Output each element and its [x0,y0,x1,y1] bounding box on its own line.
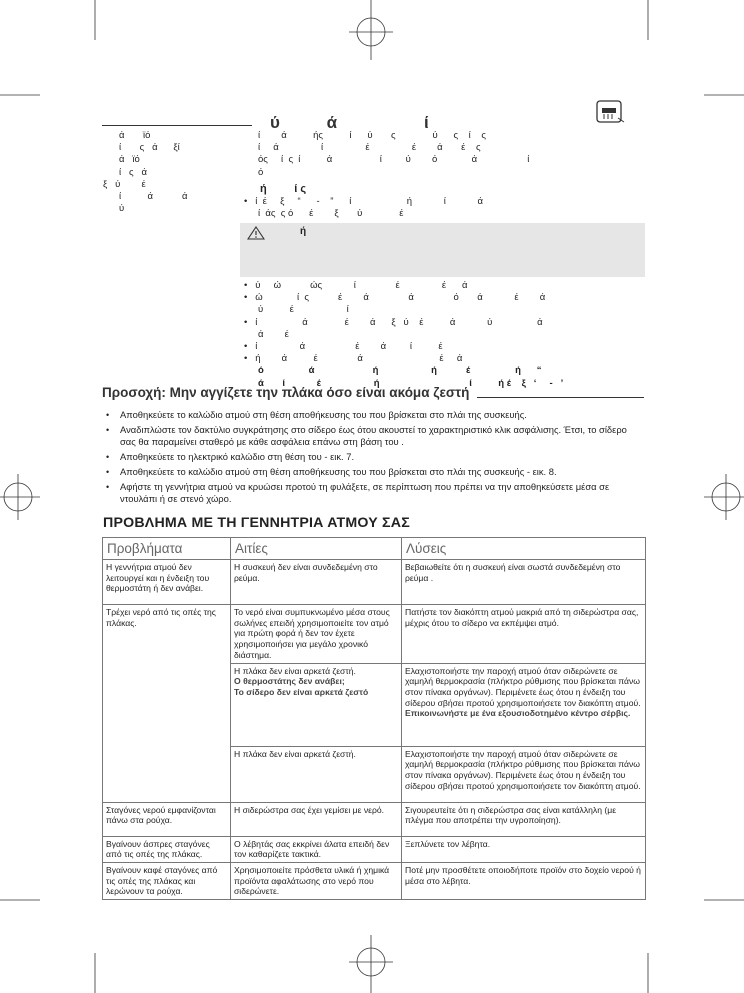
solution-cell: Πατήστε τον διακόπτη ατμού μακριά από τη σιδερώστρα σας, μέχρις ότου το σίδερο να εκπέμψει ατμό. [402,605,646,664]
bullet-line [244,353,654,365]
bullet-dot: • [244,341,256,353]
bullet-line [244,292,654,304]
bullet-line [244,341,654,353]
cause-cell: Η συσκευή δεν είναι συνδεδεμένη στο ρεύμα. [231,560,402,605]
bullet-text: ά ί έ ή ί ή έ ξ ‘ - ’ [258,377,564,389]
table-row [103,802,646,836]
cause-text: Η πλάκα δεν είναι αρκετά ζεστή. [234,665,356,676]
bullet-text: ή ά έ ά έ ά [255,353,463,365]
bullet-line [244,208,644,220]
bullet-line [244,196,644,208]
solution-cell: Ξεπλύνετε τον λέβητα. [402,836,646,862]
right-paragraph [258,130,648,179]
cause-cell: Η πλάκα δεν είναι αρκετά ζεστή. [231,746,402,802]
bullet-line [244,304,654,316]
bullet-line [244,317,654,329]
cause-cell: Ο λέβητάς σας εκκρίνει άλατα επειδή δεν τον καθαρίζετε τακτικά. [231,836,402,862]
bullet-dot: • [244,280,256,291]
bullet-line [244,329,654,341]
solution-extra: Επικοινωνήστε με ένα εξουσιοδοτημένο κέντρο σέρβις. [405,708,631,719]
problem-cell: Η γεννήτρια ατμού δεν λειτουργεί και η ένδειξη του θερμοστάτη ή δεν ανάβει. [103,560,231,605]
solution-cell: Ελαχιστοποιήστε την παροχή ατμού όταν σιδερώνετε σε χαμηλή θερμοκρασία (πλήκτρο ρύθμισης που βρίσκεται πάνω στον πίνακα οργάνων). Περιμένετε έως ότου η ένδειξη του σίδερου σβήσει προτού χρησιμοποιήσετε τον διακόπτη ατμού. [402,746,646,802]
table-header-row [103,538,646,560]
cause-cell: Η σιδερώστρα σας έχει γεμίσει με νερό. [231,802,402,836]
caution-bullet: • Αποθηκεύετε το καλώδιο ατμού στη θέση αποθήκευσης του που βρίσκεται στο πλάι της συσκευής. [104,409,634,421]
left-line: ξ ύ έ [103,178,146,190]
cause-cell: Χρησιμοποιείτε πρόσθετα υλικά ή χημικά προϊόντα αφαλάτωσης στο νερό που σιδερώνετε. [231,862,402,899]
top-section [0,0,744,390]
table-row [103,605,646,664]
caution-heading: Προσοχή: Μην αγγίζετε την πλάκα όσο είναι ακόμα ζεστή [102,385,470,400]
solution-cell: Βεβαιωθείτε ότι η συσκευή είναι σωστά συνδεδεμένη στο ρεύμα . [402,560,646,605]
bullet-line [244,365,654,377]
problem-cell: Βγαίνουν άσπρες σταγόνες από τις οπές της πλάκας. [103,836,231,862]
right-line: ί ά ί έ έ ά έ ς [258,142,481,154]
bullet-dot: • [244,292,256,304]
bullet-text: ί ά έ ά ξ ύ έ ά ύ ά [255,316,543,328]
table-row [103,560,646,605]
bullet-line [244,280,654,292]
solution-text: Ελαχιστοποιήστε την παροχή ατμού όταν σιδερώνετε σε χαμηλή θερμοκρασία (πλήκτρο ρύθμισης που βρίσκεται πάνω στον πίνακα οργάνων). Περιμένετε έως ότου η ένδειξη του σίδερου σβήσει προτού χρησιμοποιήσετε τον διακόπτη ατμού. [405,665,641,708]
left-line: ί ς ά [119,166,148,178]
left-line: ί ς ά ξί [119,142,180,154]
warning-box [240,223,645,277]
bullet-text: ώ ί ς έ ά ά ό ά έ ά [255,292,546,304]
bullet-dot: • [244,316,256,328]
right-line: ί ά ής ί ύ ς ύ ς ί ς [258,130,486,141]
bullets-1 [244,196,644,220]
bullet-text: ί ά έ ά ί έ [255,341,443,353]
bullet-text: ύ έ ί [258,304,349,316]
caution-list [104,409,634,506]
problems-heading: ΠΡΟΒΛΗΜΑ ΜΕ ΤΗ ΓΕΝΝΗΤΡΙΑ ΑΤΜΟΥ ΣΑΣ [103,515,410,531]
column-header: Προβλήματα [103,538,231,560]
bullet-text: ί έ ξ “ - ” ί ή ί ά [255,196,484,207]
column-header: Λύσεις [402,538,646,560]
problem-cell: Βγαίνουν καφέ σταγόνες από τις οπές της πλάκας και λερώνουν τα ρούχα. [103,862,231,899]
caution-bullet: • Αποθηκεύετε το ηλεκτρικό καλώδιο στη θέση του - εικ. 7. [104,451,634,463]
left-line: ύ [119,203,125,215]
left-line: ί ά ά [119,191,188,203]
top-subheading: ή ί ς [260,183,307,195]
problems-table [102,537,646,900]
solution-cell [402,663,646,746]
cause-extra: Ο θερμοστάτης δεν ανάβει; [234,676,345,687]
cause-cell: Το νερό είναι συμπυκνωμένο μέσα στους σωλήνες επειδή χρησιμοποιείτε τον ατμό για πρώτη φορά ή δεν τον έχετε χρησιμοποιήσει για μεγάλο χρονικό διάστημα. [231,605,402,664]
right-line: ός ί ς ί ά ί ύ ό ά ί [258,154,530,166]
left-line: ά ϊό [119,130,151,141]
cause-cell [231,663,402,746]
top-heading: ύ ά ί [270,113,430,132]
table-row [103,836,646,862]
left-line: ά ϊό [119,154,140,166]
bullets-2 [244,280,654,390]
caution-bullet: • Αφήστε τη γεννήτρια ατμού να κρυώσει προτού τη φυλάξετε, σε περίπτωση που πρέπει να την αποθηκεύσετε μέσα σε ντουλάπι ή σε στενό χώρο. [104,481,634,505]
bullet-text: ό ά ή ή έ ή “ [258,365,542,377]
problem-cell: Τρέχει νερό από τις οπές της πλάκας. [103,605,231,803]
solution-cell: Σιγουρευτείτε ότι η σιδερώστρα σας είναι κατάλληλη (με πλέγμα που αποτρέπει την υγροποίηση). [402,802,646,836]
bullet-text: ά έ [258,328,289,340]
iron-icon [596,100,626,126]
bullet-text: ί άς ς ό έ ξ ύ έ [258,208,404,220]
caution-bullet: • Αποθηκεύετε το καλώδιο ατμού στη θέση αποθήκευσης του που βρίσκεται στο πλάι της συσκευής - εικ. 8. [104,466,634,478]
column-header: Αιτίες [231,538,402,560]
right-line: ό [258,166,264,178]
solution-cell: Ποτέ μην προσθέτετε οποιοδήποτε προϊόν στο δοχείο νερού ή μέσα στο λέβητα. [402,862,646,899]
caution-rule [477,397,644,398]
table-row [103,862,646,899]
caution-bullet: • Αναδιπλώστε τον δακτύλιο συγκράτησης στο σίδερο έως ότου ακουστεί το χαρακτηριστικό κλικ ασφάλισης. Έτσι, το σίδερο σας θα παραμείνει σταθερό με κάθε ασφάλεια επάνω στη βάση του . [104,424,634,448]
cause-extra: Το σίδερο δεν είναι αρκετά ζεστό [234,686,369,697]
left-column [103,130,256,215]
bullet-dot: • [244,196,256,207]
problem-cell: Σταγόνες νερού εμφανίζονται πάνω στα ρούχα. [103,802,231,836]
bullet-dot: • [244,353,256,365]
warning-icon [247,226,265,245]
section-rule [102,125,252,126]
bullet-text: ύ ώ ώς ί έ έ ά [255,280,468,291]
warning-title: ή [300,226,307,237]
